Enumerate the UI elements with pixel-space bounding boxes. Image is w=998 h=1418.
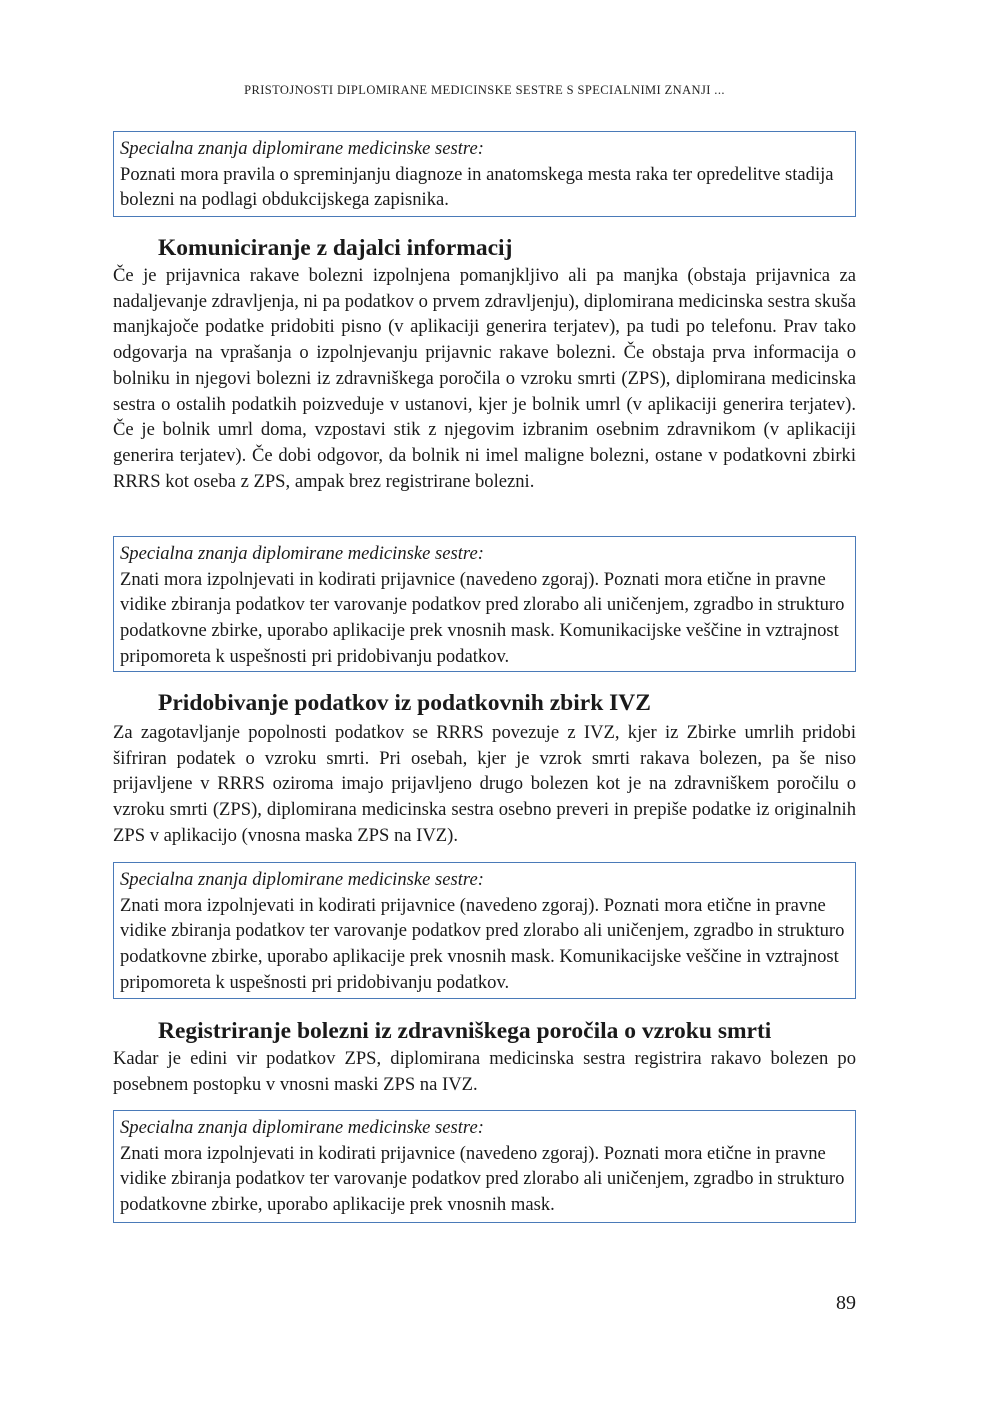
section-paragraph: Če je prijavnica rakave bolezni izpolnjena pomanjkljivo ali pa manjka (obstaja prijavnica za nadaljevanje zdravljenja, ni pa podatkov o prvem zdravljenju), diplomirana medicinska sestra skuša manjkajoče podatke pridobiti pisno (v aplikaciji generira terjatev), pa tudi po telefonu. Prav tako odgovarja na vprašanja o izpolnjevanju prijavnic rakave bolezni. Če obstaja prva informacija o bolniku in njegovi bolezni iz zdravniškega poročila o vzroku smrti (ZPS), diplomirana medicinska sestra o ostalih podatkih poizveduje v ustanovi, kjer je bolnik umrl (v aplikaciji generira terjatev). Če je bolnik umrl doma, vzpostavi stik z njegovim izbranim osebnim zdravnikom (v aplikaciji generira terjatev). Če dobi odgovor, da bolnik ni imel maligne bolezni, ostane v podatkovni zbirki RRRS kot oseba z ZPS, ampak brez registrirane bolezni. bbox=[113, 265, 856, 492]
special-knowledge-box bbox=[113, 1110, 856, 1223]
section-paragraph: Za zagotavljanje popolnosti podatkov se RRRS povezuje z IVZ, kjer iz Zbirke umrlih pridobi šifriran podatek o vzroku smrti. Pri osebah, kjer je vzrok smrti rakava bolezen, pa še niso prijavljene v RRRS oziroma imajo prijavljeno drugo bolezen kot je na zdravniškem poročilu o vzroku smrti (ZPS), diplomirana medicinska sestra osebno preveri in prepiše podatke iz originalnih ZPS v aplikacijo (vnosna maska ZPS na IVZ). bbox=[113, 722, 856, 846]
section-heading: Pridobivanje podatkov iz podatkovnih zbirk IVZ bbox=[158, 690, 651, 716]
running-header: PRISTOJNOSTI DIPLOMIRANE MEDICINSKE SESTRE S SPECIALNIMI ZNANJI ... bbox=[244, 83, 725, 97]
section-paragraph: Kadar je edini vir podatkov ZPS, diplomirana medicinska sestra registrira rakavo bolezen po posebnem postopku v vnosni maski ZPS na IVZ. bbox=[113, 1048, 856, 1095]
box-text: Znati mora izpolnjevati in kodirati prijavnice (navedeno zgoraj). Poznati mora etične in pravne vidike zbiranja podatkov ter varovanje podatkov pred zlorabo ali uničenjem, zgradbo in strukturo podatkovne zbirke, uporabo aplikacije prek vnosnih mask. Komunikacijske veščine in vztrajnost pripomoreta k uspešnosti pri pridobivanju podatkov. bbox=[120, 568, 845, 667]
page-number: 89 bbox=[836, 1292, 856, 1314]
box-text: Poznati mora pravila o spreminjanju diagnoze in anatomskega mesta raka ter opredelitve stadija bolezni na podlagi obdukcijskega zapisnika. bbox=[120, 163, 834, 211]
special-knowledge-box bbox=[113, 862, 856, 999]
box-label: Specialna znanja diplomirane medicinske sestre: bbox=[120, 138, 484, 159]
box-label: Specialna znanja diplomirane medicinske sestre: bbox=[120, 543, 484, 564]
box-label: Specialna znanja diplomirane medicinske sestre: bbox=[120, 869, 484, 890]
special-knowledge-box bbox=[113, 536, 856, 672]
box-text: Znati mora izpolnjevati in kodirati prijavnice (navedeno zgoraj). Poznati mora etične in pravne vidike zbiranja podatkov ter varovanje podatkov pred zlorabo ali uničenjem, zgradbo in strukturo podatkovne zbirke, uporabo aplikacije prek vnosnih mask. Komunikacijske veščine in vztrajnost pripomoreta k uspešnosti pri pridobivanju podatkov. bbox=[120, 894, 845, 993]
section-heading: Registriranje bolezni iz zdravniškega poročila o vzroku smrti bbox=[158, 1018, 772, 1044]
box-label: Specialna znanja diplomirane medicinske sestre: bbox=[120, 1117, 484, 1138]
box-text: Znati mora izpolnjevati in kodirati prijavnice (navedeno zgoraj). Poznati mora etične in pravne vidike zbiranja podatkov ter varovanje podatkov pred zlorabo ali uničenjem, zgradbo in strukturo podatkovne zbirke, uporabo aplikacije prek vnosnih mask. bbox=[120, 1142, 845, 1216]
section-heading: Komuniciranje z dajalci informacij bbox=[158, 235, 513, 261]
special-knowledge-box bbox=[113, 131, 856, 217]
